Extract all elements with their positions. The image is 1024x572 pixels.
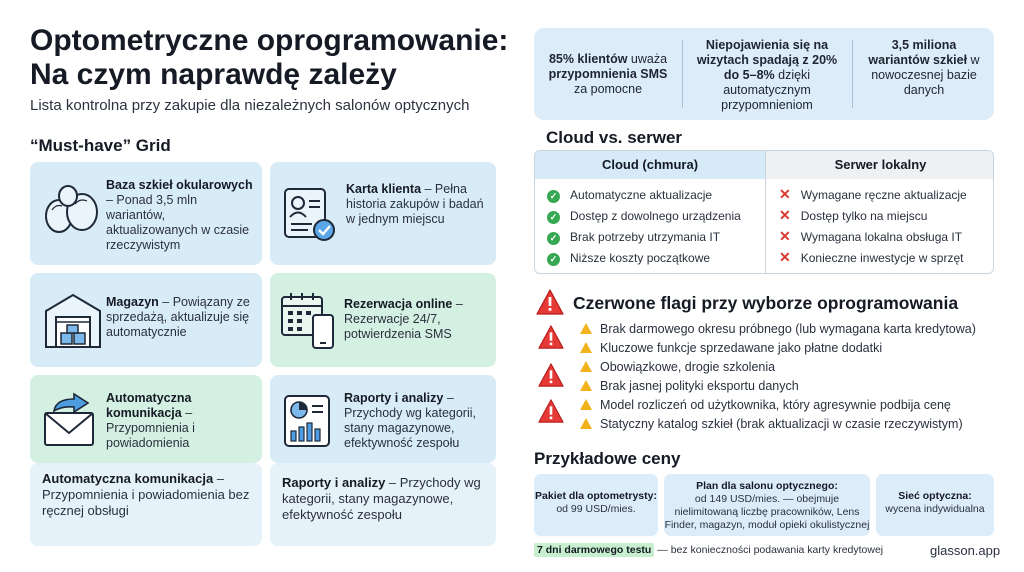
grid-heading: “Must-have” Grid	[30, 136, 171, 155]
card-auto-communication-extended-title: Automatyczna komunikacja	[42, 471, 214, 486]
pricing-heading: Przykładowe ceny	[534, 449, 681, 468]
cloud-row: ✓ Niższe koszty początkowe	[547, 251, 710, 266]
patient-record-icon	[282, 186, 338, 244]
stat-divider	[682, 40, 683, 108]
red-flag-item: Model rozliczeń od użytkownika, który agresywnie podbija cenę	[580, 398, 951, 412]
small-warning-icon	[580, 361, 592, 372]
red-flags-heading: Czerwone flagi przy wyborze oprogramowania	[573, 293, 959, 313]
col-cloud-header: Cloud (chmura)	[535, 151, 765, 179]
card-lens-database-text: – Ponad 3,5 mln wariantów, aktualizowanych w czasie rzeczywistym	[106, 193, 250, 252]
card-online-booking-text: – Rezerwacje 24/7, potwierdzenia SMS	[344, 297, 463, 341]
stat-no-shows: Niepojawienia się na wizytach spadają z 20% do 5–8% dzięki automatycznym przypomnieniom	[696, 38, 838, 112]
card-patient-record-title: Karta klienta	[346, 182, 422, 196]
small-warning-icon	[580, 380, 592, 391]
lenses-icon	[42, 182, 102, 244]
small-warning-icon	[580, 399, 592, 410]
red-flag-item: Obowiązkowe, drogie szkolenia	[580, 360, 775, 374]
warning-icon	[537, 324, 565, 350]
red-flag-item: Kluczowe funkcje sprzedawane jako płatne dodatki	[580, 341, 882, 355]
check-icon: ✓	[547, 211, 560, 224]
card-warehouse-text: – Powiązany ze sprzedażą, aktualizuje się automatycznie	[106, 295, 250, 339]
envelope-arrow-icon	[42, 391, 102, 449]
server-row: ✕ Dostęp tylko na miejscu	[779, 207, 928, 223]
check-icon: ✓	[547, 232, 560, 245]
cloud-row: ✓ Dostęp z dowolnego urządzenia	[547, 209, 741, 224]
small-warning-icon	[580, 342, 592, 353]
cloud-row: ✓ Automatyczne aktualizacje	[547, 188, 712, 203]
stat-divider	[852, 40, 853, 108]
server-row: ✕ Konieczne inwestycje w sprzęt	[779, 249, 964, 265]
card-auto-communication-extended	[30, 463, 262, 546]
stats-panel	[534, 28, 994, 120]
card-reports-extended-title: Raporty i analizy	[282, 475, 386, 490]
warehouse-icon	[42, 289, 104, 351]
small-warning-icon	[580, 323, 592, 334]
server-row: ✕ Wymagana lokalna obsługa IT	[779, 228, 963, 244]
small-warning-icon	[580, 418, 592, 429]
card-warehouse	[30, 273, 262, 367]
card-reports	[270, 375, 496, 463]
warning-icon	[535, 288, 565, 316]
check-icon: ✓	[547, 253, 560, 266]
card-online-booking	[270, 273, 496, 367]
cross-icon: ✕	[779, 207, 791, 223]
card-auto-communication-title: Automatyczna komunikacja	[106, 391, 192, 420]
card-auto-communication-extended-text: – Przypomnienia i powiadomienia bez ręcznej obsługi	[42, 471, 250, 518]
card-warehouse-title: Magazyn	[106, 295, 159, 309]
stat-sms: 85% klientów uważa przypomnienia SMS za pomocne	[548, 52, 668, 96]
brand-logo: glasson.app	[930, 543, 1001, 558]
server-row: ✕ Wymagane ręczne aktualizacje	[779, 186, 967, 202]
page-title: Optometryczne oprogramowanie: Na czym naprawdę zależy	[30, 24, 509, 91]
trial-highlight: 7 dni darmowego testu	[534, 543, 654, 557]
card-patient-record-text: – Pełna historia zakupów i badań w jednym miejscu	[346, 182, 484, 226]
red-flag-item: Brak darmowego okresu próbnego (lub wymagana karta kredytowa)	[580, 322, 976, 336]
red-flag-item: Statyczny katalog szkieł (brak aktualizacji w czasie rzeczywistym)	[580, 417, 963, 431]
cross-icon: ✕	[779, 249, 791, 265]
cross-icon: ✕	[779, 228, 791, 244]
trial-note: 7 dni darmowego testu — bez konieczności podawania karty kredytowej	[534, 544, 883, 556]
price-plan-optometrist: Pakiet dla optometrysty: od 99 USD/mies.	[534, 474, 658, 536]
cross-icon: ✕	[779, 186, 791, 202]
report-chart-icon	[282, 393, 334, 449]
col-server-header: Serwer lokalny	[765, 151, 994, 179]
cloud-vs-server-table	[534, 150, 994, 274]
card-reports-extended	[270, 463, 496, 546]
table-divider	[765, 179, 766, 274]
card-auto-communication-text: – Przypomnienia i powiadomienia	[106, 406, 195, 450]
warning-icon	[537, 362, 565, 388]
card-reports-text: – Przychody wg kategorii, stany magazynowe, efektywność zespołu	[344, 391, 477, 450]
warning-icon	[537, 398, 565, 424]
cloud-row: ✓ Brak potrzeby utrzymania IT	[547, 230, 720, 245]
page-subtitle: Lista kontrolna przy zakupie dla niezależnych salonów optycznych	[30, 97, 470, 114]
price-plan-chain: Sieć optyczna: wycena indywidualna	[876, 474, 994, 536]
card-patient-record	[270, 162, 496, 265]
card-reports-extended-text: – Przychody wg kategorii, stany magazynowe, efektywność zespołu	[282, 475, 481, 522]
price-plan-salon: Plan dla salonu optycznego: od 149 USD/mies. — obejmuje nielimitowaną liczbę pracowników, Lens Finder, magazyn, moduł opieki okulistycznej	[664, 474, 870, 536]
stat-lens-variants: 3,5 miliona wariantów szkieł w nowoczesnej bazie danych	[868, 38, 980, 97]
card-lens-database	[30, 162, 262, 265]
red-flag-item: Brak jasnej polityki eksportu danych	[580, 379, 799, 393]
card-auto-communication	[30, 375, 262, 463]
card-lens-database-title: Baza szkieł okularowych	[106, 178, 253, 192]
check-icon: ✓	[547, 190, 560, 203]
cloud-heading: Cloud vs. serwer	[546, 128, 683, 147]
card-reports-title: Raporty i analizy	[344, 391, 444, 405]
calendar-phone-icon	[280, 291, 338, 351]
card-online-booking-title: Rezerwacja online	[344, 297, 453, 311]
